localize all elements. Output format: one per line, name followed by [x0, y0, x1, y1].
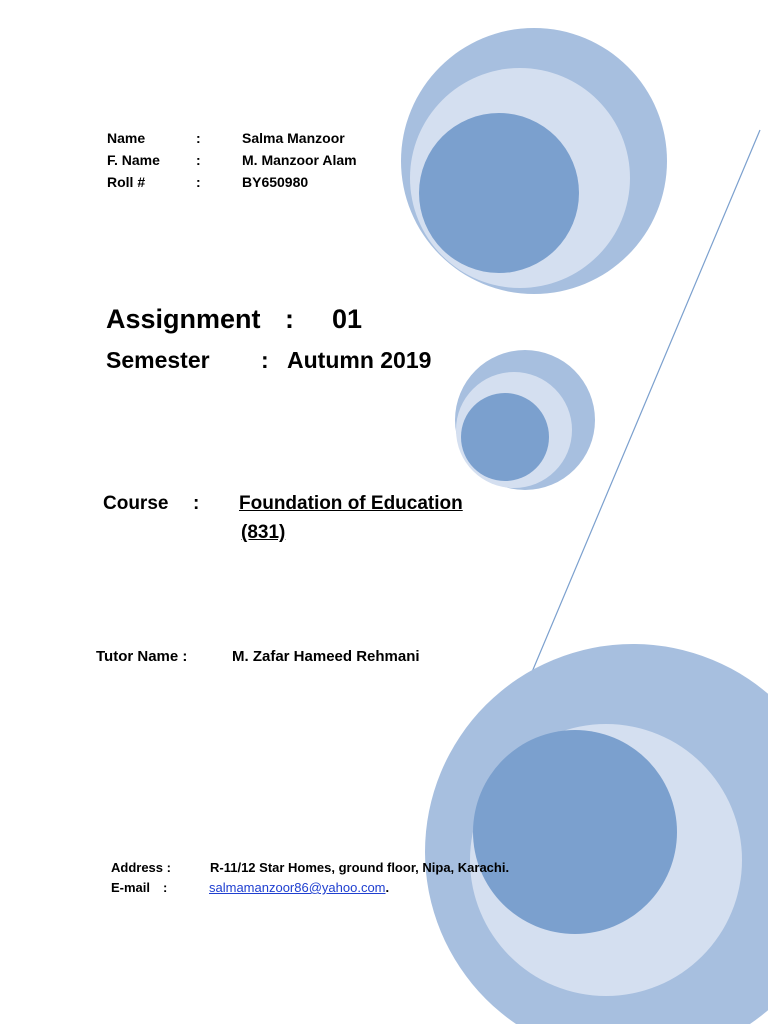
top-circle-inner — [419, 113, 579, 273]
course-label: Course — [103, 493, 169, 514]
course-separator: : — [193, 493, 200, 514]
email-line — [209, 880, 389, 895]
email-trailing-period: . — [385, 880, 390, 895]
father-name-label: F. Name — [107, 152, 160, 168]
email-link[interactable]: salmamanzoor86@yahoo.com — [209, 880, 386, 895]
assignment-label: Assignment — [106, 304, 261, 334]
name-value: Salma Manzoor — [242, 130, 345, 146]
middle-circle-group — [455, 350, 595, 490]
tutor-label: Tutor Name : — [96, 648, 188, 665]
name-separator: : — [196, 130, 201, 146]
course-title-line1: Foundation of Education — [239, 493, 463, 514]
father-name-value: M. Manzoor Alam — [242, 152, 357, 168]
semester-label: Semester — [106, 347, 210, 373]
name-label: Name — [107, 130, 146, 146]
assignment-separator: : — [285, 304, 294, 334]
bottom-circle-group — [425, 644, 768, 1024]
address-value: R-11/12 Star Homes, ground floor, Nipa, Karachi. — [210, 860, 510, 875]
bottom-circle-inner — [473, 730, 677, 934]
top-circle-group — [401, 28, 667, 294]
roll-separator: : — [196, 174, 201, 190]
semester-value: Autumn 2019 — [287, 347, 432, 373]
roll-value: BY650980 — [242, 174, 309, 190]
course-title-line2: (831) — [241, 522, 286, 543]
email-separator: : — [163, 880, 168, 895]
assignment-value: 01 — [332, 304, 363, 334]
tutor-value: M. Zafar Hameed Rehmani — [232, 648, 420, 665]
address-label: Address : — [111, 860, 171, 875]
semester-separator: : — [261, 347, 269, 373]
middle-circle-inner — [461, 393, 549, 481]
roll-label: Roll # — [107, 174, 146, 190]
email-label: E-mail — [111, 880, 151, 895]
father-name-separator: : — [196, 152, 201, 168]
